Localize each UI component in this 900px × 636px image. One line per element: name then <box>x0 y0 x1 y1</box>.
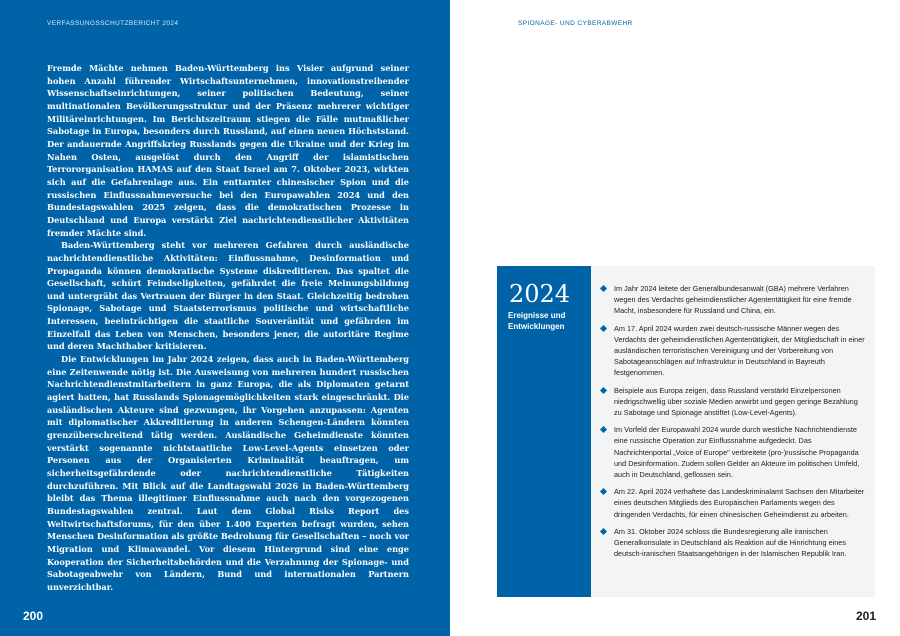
diamond-bullet-icon <box>600 387 607 394</box>
diamond-bullet-icon <box>600 285 607 292</box>
running-head-left: VERFASSUNGSSCHUTZBERICHT 2024 <box>47 20 179 27</box>
event-text: Beispiele aus Europa zeigen, dass Russland verstärkt Einzelpersonen niedrigschwellig über soziale Medien anwirbt und gegen geringe Bezahlung zu Sabotage und Spionage anstiftet (Low-Level-Agents). <box>614 385 858 418</box>
events-box-sidebar <box>497 266 591 597</box>
box-subtitle: Ereignisse und Entwicklungen <box>508 311 566 331</box>
list-item <box>601 283 867 317</box>
diamond-bullet-icon <box>600 426 607 433</box>
paragraph-3: Die Entwicklungen im Jahr 2024 zeigen, dass auch in Baden-Württemberg eine Zeitenwende nötig ist. Die Ausweisung von mehreren hundert russischen Nachrichtendienstmitarbeitern in ganz Europa, die als Diplomaten getarnt agiert hatten, hat Russlands Spionagemöglichkeiten stark eingeschränkt. Die ausländischen Akteure sind gezwungen, ihr Vorgehen anzupassen: Agenten mit diplomatischer Akkreditierung in anderen Schengen-Ländern könnten grenzüberschreitend tätig werden. Ausländische Geheimdienste könnten verstärkt sogenannte nichtstaatliche Low-Level-Agents einsetzen oder Personen aus der Organisierten Kriminalität beauftragen, um sicherheitsgefährdende oder nachrichtendienstliche Tätigkeiten durchzuführen. Mit Blick auf die Landtagswahl 2026 in Baden-Württemberg bleibt das Thema illegitimer Einflussnahme auch nach den vorgezogenen Bundestagswahlen zentral. Laut dem Global Risks Report des Weltwirtschaftsforums, für den über 1.400 Experten befragt wurden, sehen Menschen Desinformation als größte Bedrohung für Gesellschaften – noch vor Migration und Klimawandel. Vor diesem Hintergrund sind eine enge Kooperation der Sicherheitsbehörden und die Verzahnung der Spionage- und Sabotageabwehr von Ländern, Bund und internationalen Partnern unverzichtbar. <box>47 354 409 592</box>
events-box <box>497 266 875 597</box>
event-text: Im Vorfeld der Europawahl 2024 wurde durch westliche Nachrichtendienste eine russische Operation zur Einflussnahme aufgedeckt. Das Nachrichtenportal „Voice of Europe" verbreitete (pro-)russische Propaganda und Desinformation. Zudem sollen Gelder an Akteure im politischen Umfeld, auch in Deutschland, geflossen sein. <box>614 425 860 480</box>
main-body-text <box>47 62 409 594</box>
box-year: 2024 <box>509 280 571 308</box>
diamond-bullet-icon <box>600 528 607 535</box>
event-text: Am 31. Oktober 2024 schloss die Bundesregierung alle iranischen Generalkonsulate in Deutschland als Reaktion auf die Hinrichtung eines deutsch-iranischen Staatsangehörigen in der Islamischen Republik Iran. <box>614 526 847 559</box>
diamond-bullet-icon <box>600 488 607 495</box>
list-item <box>601 526 867 560</box>
paragraph-1: Fremde Mächte nehmen Baden-Württemberg ins Visier aufgrund seiner hohen Anzahl führender Wirtschaftsunternehmen, innovationstreibender Wissenschaftseinrichtungen, seiner politischen Bedeutung, seiner multinationalen Bevölkerungsstruktur und der Präsenz mehrerer wichtiger Militäreinrichtungen. Im Berichtszeitraum stiegen die Fälle mutmaßlicher Sabotage in Europa, besonders durch Russland, auf einen neuen Höchststand. Der andauernde Angriffskrieg Russlands gegen die Ukraine und der Krieg im Nahen Osten, ausgelöst durch den Angriff der islamistischen Terrororganisation HAMAS auf den Staat Israel am 7. Oktober 2023, wirkten sich auf die Gefahrenlage aus. Ein enttarnter chinesischer Spion und die russischen Einflussnahmeversuche bei den Europawahlen 2024 und den Bundestagswahlen 2025 zeigen, dass die demokratischen Prozesse in Deutschland und Europa verstärkt Ziel nachrichtendienstlicher Aktivitäten fremder Mächte sind. <box>47 63 409 238</box>
diamond-bullet-icon <box>600 325 607 332</box>
page-number-right: 201 <box>855 609 876 623</box>
list-item <box>601 323 867 379</box>
list-item <box>601 424 867 480</box>
running-head-right: SPIONAGE- UND CYBERABWEHR <box>518 20 633 27</box>
list-item <box>601 486 867 520</box>
event-text: Am 17. April 2024 wurden zwei deutsch-russische Männer wegen des Verdachts der geheimdienstlichen Agententätigkeit, der Mitgliedschaft in einer ausländischen terroristischen Vereinigung und der Vorbereitung von Sabotageanschlägen auf Infrastruktur in Deutschland in Bayreuth festgenommen. <box>614 323 865 378</box>
paragraph-2: Baden-Württemberg steht vor mehreren Gefahren durch ausländische nachrichtendienstliche Aktivitäten: Einflussnahme, Desinformation und Propaganda können demokratische Systeme diskreditieren. Das spaltet die Gesellschaft, schürt Feindseligkeiten, gefährdet die freie Meinungsbildung und untergräbt das Vertrauen der Bürger in den Staat. Gleichzeitig bedrohen Spionage, Sabotage und Staatsterrorismus politische und wirtschaftliche Interessen, beeinträchtigen die staatliche Souveränität und gefährden im Einzelfall das Leben von Menschen, besonders jener, die autoritäre Regime und deren Machthaber kritisieren. <box>47 240 409 352</box>
event-text: Am 22. April 2024 verhaftete das Landeskriminalamt Sachsen den Mitarbeiter eines deutschen Mitglieds des Europäischen Parlaments wegen des dringenden Verdachts, für einen chinesischen Geheimdienst zu arbeiten. <box>614 487 865 519</box>
list-item <box>601 385 867 419</box>
page-number-left: 200 <box>23 609 44 623</box>
events-list <box>601 283 867 565</box>
event-text: Im Jahr 2024 leitete der Generalbundesanwalt (GBA) mehrere Verfahren wegen des Verdachts geheimdienstlicher Agententätigkeit für eine fremde Macht, insbesondere für Russland und China, ein. <box>614 284 852 316</box>
right-page <box>450 0 900 636</box>
